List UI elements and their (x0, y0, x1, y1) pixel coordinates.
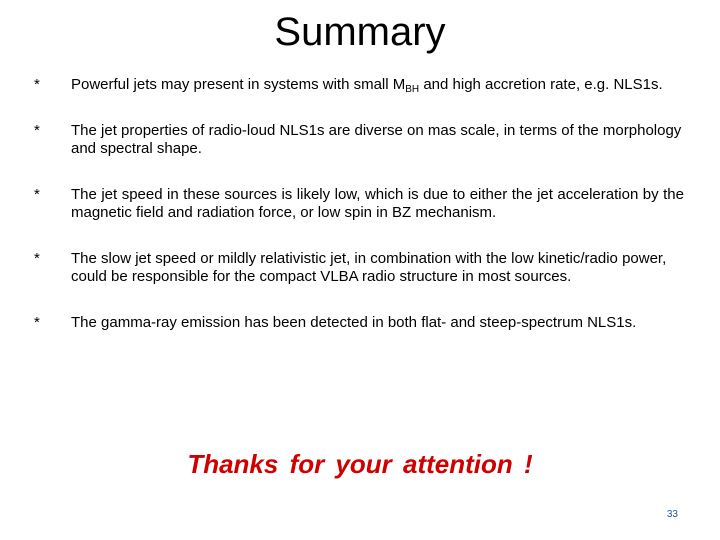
bullet-item-5 (34, 314, 684, 332)
closing-message: Thanks for your attention ! (187, 449, 533, 479)
bullet-item-3 (34, 186, 684, 222)
bullet-text: The jet speed in these sources is likely low, which is due to either the jet acceleration by the magnetic field and radiation force, or low spin in BZ mechanism. (71, 186, 684, 221)
bullet-item-4 (34, 250, 684, 286)
bullet-list (34, 76, 684, 332)
bullet-marker: * (34, 122, 40, 139)
bullet-text-part: and high accretion rate, e.g. NLS1s. (419, 76, 663, 93)
bullet-text (71, 76, 684, 94)
bullet-item-1 (34, 76, 684, 94)
bullet-text-part: Powerful jets may present in systems with small M (71, 76, 406, 93)
bullet-text: The jet properties of radio-loud NLS1s are diverse on mas scale, in terms of the morphology and spectral shape. (71, 122, 682, 157)
page-number: 33 (666, 509, 678, 520)
bullet-item-2 (34, 122, 684, 158)
slide-title: Summary (274, 10, 446, 54)
bullet-subscript: BH (405, 84, 420, 95)
bullet-marker: * (34, 76, 40, 93)
bullet-marker: * (34, 250, 40, 267)
bullet-marker: * (34, 314, 40, 331)
bullet-text: The gamma-ray emission has been detected in both flat- and steep-spectrum NLS1s. (71, 314, 637, 331)
bullet-marker: * (34, 186, 40, 203)
bullet-text: The slow jet speed or mildly relativistic jet, in combination with the low kinetic/radio power, could be responsible for the compact VLBA radio structure in most sources. (71, 250, 667, 285)
